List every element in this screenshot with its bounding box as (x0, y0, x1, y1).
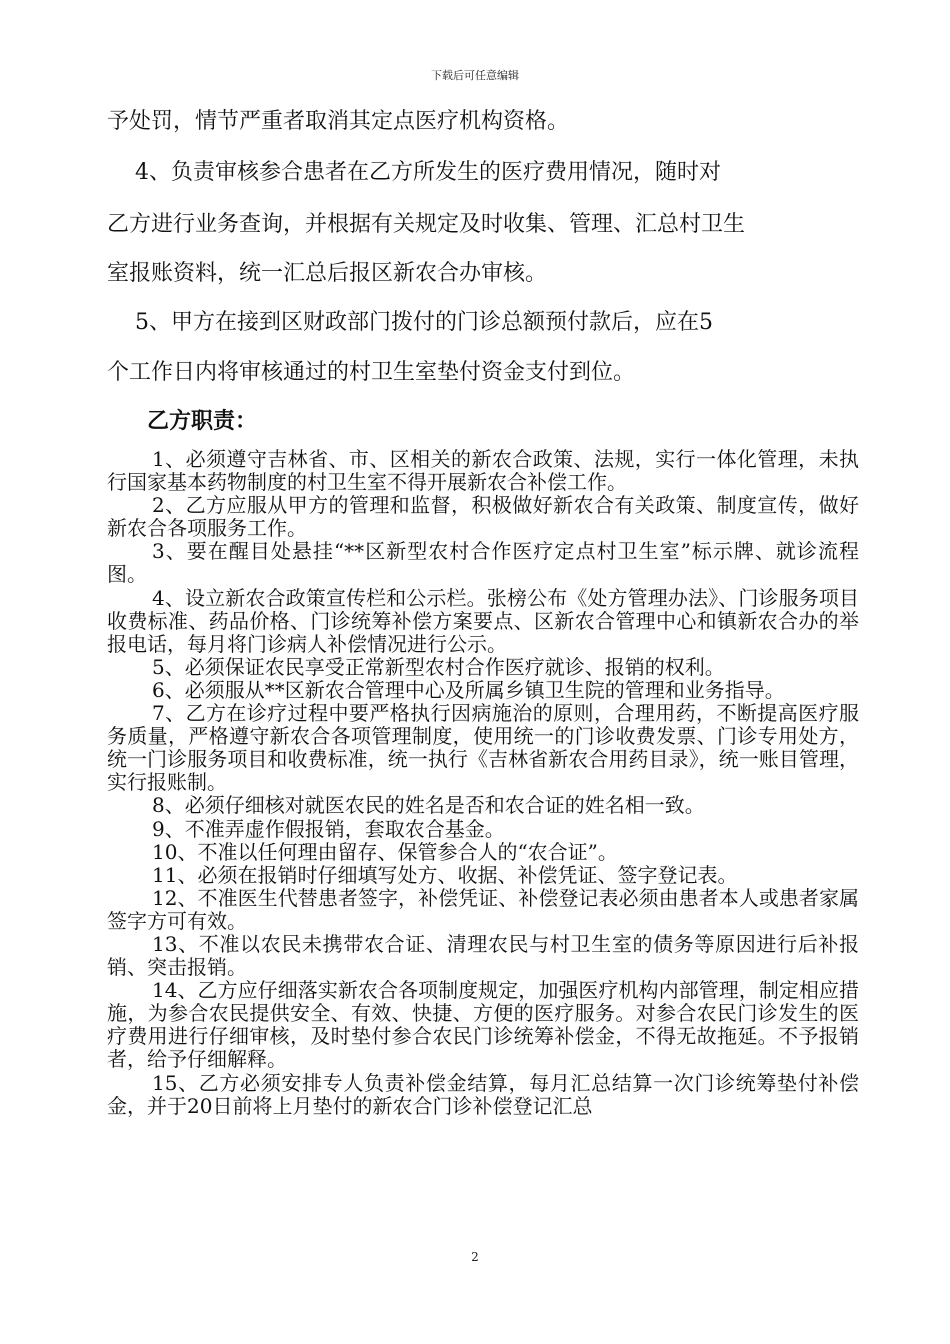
paragraph-line: 5、甲方在接到区财政部门拨付的门诊总额预付款后，应在5 (107, 310, 713, 335)
list-item: 12、不准医生代替患者签字，补偿凭证、补偿登记表必须由患者本人或患者家属签字方可有效。 (107, 885, 859, 933)
paragraph-line: 4、负责审核参合患者在乙方所发生的医疗费用情况，随时对 (107, 160, 721, 185)
list-item: 3、要在醒目处悬挂“**区新型农村合作医疗定点村卫生室”标示牌、就诊流程图。 (107, 539, 859, 587)
list-item: 9、不准弄虚作假报销，套取农合基金。 (152, 816, 505, 841)
list-item: 2、乙方应服从甲方的管理和监督，积极做好新农合有关政策、制度宣传，做好新农合各项服务工作。 (107, 493, 859, 541)
duty-list (107, 448, 859, 1118)
paragraph-line: 乙方进行业务查询，并根据有关规定及时收集、管理、汇总村卫生 (107, 212, 746, 237)
list-item: 14、乙方应仔细落实新农合各项制度规定，加强医疗机构内部管理，制定相应措施，为参合农民提供安全、有效、快捷、方便的医疗服务。对参合农民门诊发生的医疗费用进行仔细审核，及时垫付参合农民门诊统筹补偿金，不得无故拖延。不予报销者，给予仔细解释。 (107, 978, 859, 1072)
list-item: 10、不准以任何理由留存、保管参合人的“农合证”。 (152, 839, 618, 864)
page-header: 下载后可任意编辑 (431, 69, 519, 82)
paragraph-line: 个工作日内将审核通过的村卫生室垫付资金支付到位。 (107, 360, 636, 385)
list-item: 7、乙方在诊疗过程中要严格执行因病施治的原则，合理用药，不断提高医疗服务质量，严格遵守新农合各项管理制度，使用统一的门诊收费发票、门诊专用处方，统一门诊服务项目和收费标准，统一执行《吉林省新农合用药目录》，统一账目管理，实行报账制。 (107, 701, 859, 795)
list-item: 4、设立新农合政策宣传栏和公示栏。张榜公布《处方管理办法》、门诊服务项目收费标准、药品价格、门诊统筹补偿方案要点、区新农合管理中心和镇新农合办的举报电话，每月将门诊病人补偿情况进行公示。 (107, 585, 859, 656)
list-item: 1、必须遵守吉林省、市、区相关的新农合政策、法规，实行一体化管理，未执行国家基本药物制度的村卫生室不得开展新农合补偿工作。 (107, 447, 859, 495)
list-item: 8、必须仔细核对就医农民的姓名是否和农合证的姓名相一致。 (152, 793, 705, 818)
paragraph-line: 室报账资料，统一汇总后报区新农合办审核。 (107, 261, 548, 286)
list-item: 6、必须服从**区新农合管理中心及所属乡镇卫生院的管理和业务指导。 (152, 677, 785, 702)
paragraph-line: 予处罚，情节严重者取消其定点医疗机构资格。 (107, 109, 570, 134)
section-title: 乙方职责： (147, 408, 258, 434)
list-item: 11、必须在报销时仔细填写处方、收据、补偿凭证、签字登记表。 (152, 862, 738, 887)
list-item: 15、乙方必须安排专人负责补偿金结算，每月汇总结算一次门诊统筹垫付补偿金，并于20日前将上月垫付的新农合门诊补偿登记汇总 (107, 1070, 859, 1118)
list-item: 13、不准以农民未携带农合证、清理农民与村卫生室的债务等原因进行后补报销、突击报销。 (107, 931, 859, 980)
list-item: 5、必须保证农民享受正常新型农村合作医疗就诊、报销的权利。 (152, 654, 725, 679)
page-number: 2 (471, 1250, 479, 1264)
